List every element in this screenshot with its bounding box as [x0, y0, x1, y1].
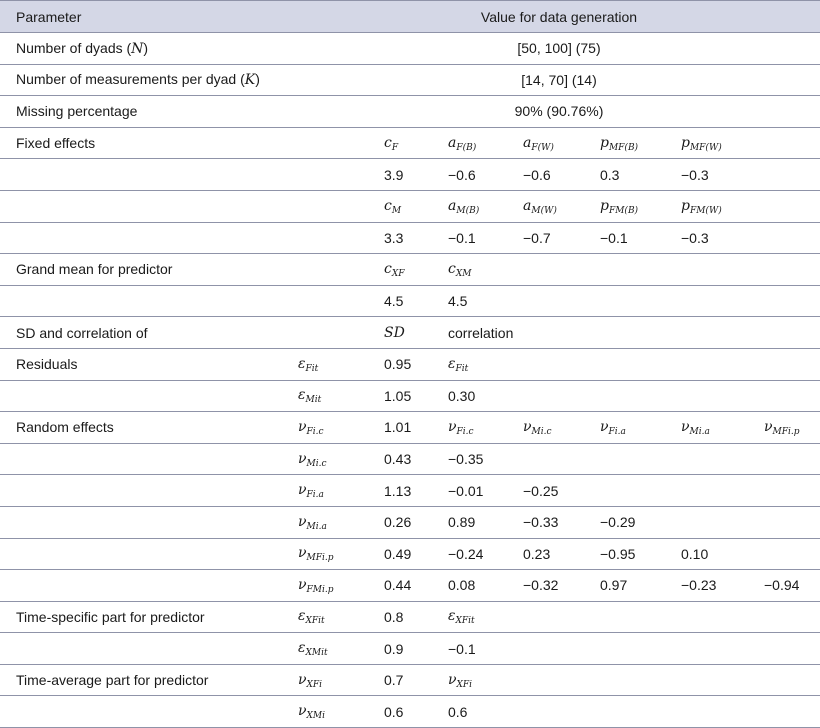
value-cell: 0.49: [384, 538, 448, 570]
empty-cell: [764, 285, 820, 317]
row-label: Random effects: [0, 412, 298, 444]
value-cell: 3.3: [384, 222, 448, 254]
row-value: 90% (90.76%): [298, 96, 820, 128]
math-symbol: $\varepsilon_{Mit}$: [298, 387, 322, 406]
table-row: [0, 96, 820, 128]
empty-cell: [681, 633, 764, 665]
empty-cell: [298, 190, 384, 222]
math-symbol: $c_F$: [384, 134, 399, 153]
math-symbol: $\nu_{MFi.p}$: [764, 418, 800, 437]
empty-cell: [523, 633, 600, 665]
math-symbol: $\nu_{Fi.a}$: [600, 418, 626, 437]
empty-cell: [298, 222, 384, 254]
empty-cell: [523, 285, 600, 317]
empty-cell: [764, 222, 820, 254]
value-cell: 1.13: [384, 475, 448, 507]
empty-cell: [600, 380, 681, 412]
table-row: [0, 475, 820, 507]
empty-cell: [764, 506, 820, 538]
value-cell: 0.89: [448, 506, 523, 538]
row-label: [0, 538, 298, 570]
value-cell: 0.9: [384, 633, 448, 665]
row-label: Time-specific part for predictor: [0, 601, 298, 633]
table-row: [0, 538, 820, 570]
table-row: [0, 159, 820, 191]
table-row: [0, 633, 820, 665]
row-symbol: [298, 570, 384, 602]
empty-cell: [764, 127, 820, 159]
math-symbol: $p_{FM(W)}$: [681, 197, 722, 216]
value-cell: −0.6: [448, 159, 523, 191]
value-cell: 0.8: [384, 601, 448, 633]
correlation-head: [764, 412, 820, 444]
empty-cell: [764, 254, 820, 286]
empty-cell: [764, 380, 820, 412]
value-cell: 0.30: [448, 380, 523, 412]
row-label: Residuals: [0, 348, 298, 380]
value-cell: 0.97: [600, 570, 681, 602]
value-cell: 0.43: [384, 443, 448, 475]
value-cell: 1.01: [384, 412, 448, 444]
value-cell: 0.44: [384, 570, 448, 602]
empty-cell: [764, 190, 820, 222]
math-symbol: $\nu_{XFi}$: [448, 671, 473, 690]
row-symbol: [298, 506, 384, 538]
row-value: [14, 70] (14): [298, 64, 820, 96]
value-cell: −0.1: [600, 222, 681, 254]
math-symbol: $a_{M(B)}$: [448, 197, 480, 216]
empty-cell: [764, 696, 820, 728]
value-cell: −0.32: [523, 570, 600, 602]
empty-cell: [600, 285, 681, 317]
value-cell: −0.24: [448, 538, 523, 570]
row-label: [0, 506, 298, 538]
math-symbol: $\varepsilon_{XFit}$: [298, 608, 325, 627]
empty-cell: [681, 285, 764, 317]
value-cell: 0.6: [384, 696, 448, 728]
math-symbol: $\nu_{XMi}$: [298, 703, 326, 722]
table-row: [0, 506, 820, 538]
value-cell: −0.23: [681, 570, 764, 602]
empty-cell: [523, 443, 600, 475]
row-label: [0, 159, 298, 191]
value-cell: −0.3: [681, 159, 764, 191]
sd-label: SD: [384, 325, 405, 342]
math-symbol: $\nu_{Mi.a}$: [681, 418, 710, 437]
value-cell: −0.25: [523, 475, 600, 507]
empty-cell: [764, 475, 820, 507]
empty-cell: [764, 601, 820, 633]
header-parameter: Parameter: [0, 1, 298, 33]
row-label: Number of dyads (N): [0, 33, 298, 65]
row-symbol: [298, 443, 384, 475]
value-cell: 0.08: [448, 570, 523, 602]
empty-cell: [764, 159, 820, 191]
row-symbol: [298, 664, 384, 696]
empty-cell: [600, 664, 681, 696]
value-cell: −0.29: [600, 506, 681, 538]
empty-cell: [600, 348, 681, 380]
math-symbol: $\varepsilon_{Fit}$: [298, 355, 319, 374]
empty-cell: [681, 601, 764, 633]
math-symbol: $a_{F(W)}$: [523, 134, 554, 153]
empty-cell: [523, 601, 600, 633]
row-label: [0, 443, 298, 475]
fixed-effect-head: [448, 127, 523, 159]
empty-cell: [681, 475, 764, 507]
correlation-head: [448, 664, 523, 696]
table-row: [0, 601, 820, 633]
table-row: [0, 64, 820, 96]
table-row: [0, 380, 820, 412]
row-label: Fixed effects: [0, 127, 298, 159]
empty-cell: [764, 633, 820, 665]
value-cell: 4.5: [448, 285, 523, 317]
table-row: [0, 317, 820, 349]
math-symbol: $a_{F(B)}$: [448, 134, 477, 153]
row-symbol: [298, 380, 384, 412]
empty-cell: [298, 285, 384, 317]
math-symbol: $\varepsilon_{XMit}$: [298, 640, 328, 659]
fixed-effect-head: [523, 127, 600, 159]
empty-cell: [523, 696, 600, 728]
value-cell: −0.6: [523, 159, 600, 191]
empty-cell: [523, 664, 600, 696]
value-cell: 4.5: [384, 285, 448, 317]
value-cell: 0.23: [523, 538, 600, 570]
row-label: [0, 633, 298, 665]
fixed-effect-head: [523, 190, 600, 222]
value-cell: 1.05: [384, 380, 448, 412]
correlation-head: [523, 412, 600, 444]
row-value: [50, 100] (75): [298, 33, 820, 65]
empty-cell: [523, 348, 600, 380]
empty-cell: [298, 254, 384, 286]
math-symbol: $\nu_{MFi.p}$: [298, 545, 334, 564]
row-symbol: [298, 601, 384, 633]
fixed-effect-head: [600, 127, 681, 159]
value-cell: 0.26: [384, 506, 448, 538]
math-symbol: $p_{MF(W)}$: [681, 134, 722, 153]
value-cell: 0.3: [600, 159, 681, 191]
row-label: SD and correlation of: [0, 317, 298, 349]
math-symbol: $a_{M(W)}$: [523, 197, 557, 216]
row-symbol: [298, 696, 384, 728]
math-symbol: $\nu_{Mi.a}$: [298, 513, 327, 532]
table-header-row: [0, 1, 820, 33]
fixed-effect-head: [448, 190, 523, 222]
math-symbol: $\nu_{Mi.c}$: [298, 450, 327, 469]
empty-cell: [681, 348, 764, 380]
row-label: Time-average part for predictor: [0, 664, 298, 696]
empty-cell: [523, 254, 600, 286]
row-label: Grand mean for predictor: [0, 254, 298, 286]
row-symbol: [298, 412, 384, 444]
empty-cell: [600, 254, 681, 286]
value-cell: −0.95: [600, 538, 681, 570]
math-symbol: $\nu_{XFi}$: [298, 671, 323, 690]
value-cell: −0.1: [448, 222, 523, 254]
empty-cell: [681, 317, 764, 349]
row-symbol: [298, 348, 384, 380]
value-cell: 0.95: [384, 348, 448, 380]
math-symbol: $c_{XF}$: [384, 260, 405, 279]
empty-cell: [681, 443, 764, 475]
empty-cell: [764, 443, 820, 475]
value-cell: 3.9: [384, 159, 448, 191]
math-symbol: $\nu_{Fi.c}$: [298, 418, 324, 437]
fixed-effect-head: [600, 190, 681, 222]
table-row: [0, 570, 820, 602]
value-cell: −0.3: [681, 222, 764, 254]
grand-mean-head: [448, 254, 523, 286]
empty-cell: [681, 696, 764, 728]
empty-cell: [681, 254, 764, 286]
correlation-head: [448, 348, 523, 380]
empty-cell: [600, 443, 681, 475]
row-symbol: [298, 538, 384, 570]
value-cell: −0.1: [448, 633, 523, 665]
math-symbol: $p_{FM(B)}$: [600, 197, 639, 216]
row-label: [0, 380, 298, 412]
empty-cell: [298, 317, 384, 349]
empty-cell: [600, 601, 681, 633]
table-row: [0, 285, 820, 317]
empty-cell: [681, 664, 764, 696]
math-symbol: $\nu_{Mi.c}$: [523, 418, 552, 437]
table-row: [0, 127, 820, 159]
math-symbol: $\varepsilon_{XFit}$: [448, 608, 475, 627]
row-label: [0, 222, 298, 254]
fixed-effect-head: [681, 190, 764, 222]
row-label: [0, 696, 298, 728]
row-label: [0, 570, 298, 602]
value-cell: −0.33: [523, 506, 600, 538]
empty-cell: [764, 317, 820, 349]
empty-cell: [298, 127, 384, 159]
empty-cell: [600, 696, 681, 728]
math-symbol: $\varepsilon_{Fit}$: [448, 355, 469, 374]
fixed-effect-head: [681, 127, 764, 159]
table-row: [0, 190, 820, 222]
grand-mean-head: [384, 254, 448, 286]
table-row: [0, 33, 820, 65]
correlation-head: [448, 601, 523, 633]
correlation-head: [681, 412, 764, 444]
math-symbol: $\nu_{Fi.c}$: [448, 418, 474, 437]
row-label: [0, 190, 298, 222]
fixed-effect-head: [384, 190, 448, 222]
header-value: Value for data generation: [298, 1, 820, 33]
empty-cell: [681, 506, 764, 538]
correlation-head: correlation: [448, 317, 600, 349]
value-cell: −0.94: [764, 570, 820, 602]
empty-cell: [600, 475, 681, 507]
math-symbol: $\nu_{Fi.a}$: [298, 482, 324, 501]
row-label: [0, 285, 298, 317]
row-label: [0, 475, 298, 507]
row-label: Missing percentage: [0, 96, 298, 128]
table-row: [0, 348, 820, 380]
empty-cell: [298, 159, 384, 191]
empty-cell: [681, 380, 764, 412]
correlation-head: [600, 412, 681, 444]
table-row: [0, 664, 820, 696]
table-row: [0, 443, 820, 475]
value-cell: −0.01: [448, 475, 523, 507]
math-symbol: $c_M$: [384, 197, 402, 216]
table-row: [0, 222, 820, 254]
empty-cell: [764, 348, 820, 380]
row-symbol: [298, 475, 384, 507]
table-row: [0, 412, 820, 444]
value-cell: 0.6: [448, 696, 523, 728]
empty-cell: [600, 317, 681, 349]
fixed-effect-head: [384, 127, 448, 159]
empty-cell: [764, 538, 820, 570]
empty-cell: [600, 633, 681, 665]
sd-head: [384, 317, 448, 349]
math-symbol: $\nu_{FMi.p}$: [298, 576, 334, 595]
math-symbol: $c_{XM}$: [448, 260, 472, 279]
value-cell: 0.7: [384, 664, 448, 696]
math-symbol: $p_{MF(B)}$: [600, 134, 639, 153]
value-cell: 0.10: [681, 538, 764, 570]
value-cell: −0.7: [523, 222, 600, 254]
table-row: [0, 696, 820, 728]
table-row: [0, 254, 820, 286]
empty-cell: [523, 380, 600, 412]
value-cell: −0.35: [448, 443, 523, 475]
row-label: Number of measurements per dyad (K): [0, 64, 298, 96]
correlation-head: [448, 412, 523, 444]
row-symbol: [298, 633, 384, 665]
empty-cell: [764, 664, 820, 696]
